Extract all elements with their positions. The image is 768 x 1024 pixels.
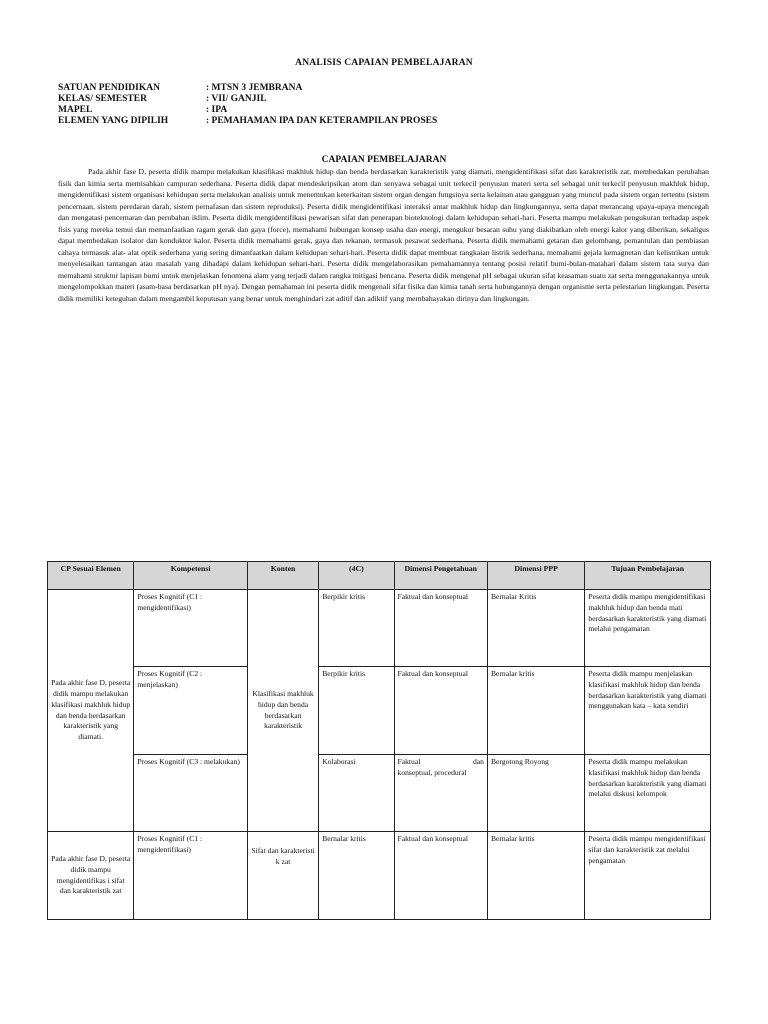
- dimensi-ppp-cell: Bergotong Royong: [487, 755, 584, 832]
- meta-value: : IPA: [206, 105, 228, 115]
- table-row: [48, 590, 711, 667]
- meta-value: : VII/ GANJIL: [206, 94, 267, 104]
- meta-value: : PEMAHAMAN IPA DAN KETERAMPILAN PROSES: [206, 116, 438, 126]
- dimensi-ppp-cell: Bernalar Kritis: [487, 590, 584, 667]
- header-cp: CP Sesuai Elemen: [48, 562, 134, 590]
- fourc-cell: Berpikir kritis: [319, 590, 394, 667]
- meta-key: SATUAN PENDIDIKAN: [58, 83, 160, 93]
- meta-key: ELEMEN YANG DIPILIH: [58, 116, 169, 126]
- dimensi-pengetahuan-cell: Faktual dan konseptual: [394, 667, 487, 755]
- dimensi-pengetahuan-cell: Faktual dan konseptual: [394, 832, 487, 920]
- fourc-cell: Bernalar kritis: [319, 832, 394, 920]
- kompetensi-cell: Proses Kognitif (C1 : mengidentifikasi): [134, 832, 248, 920]
- document-title: ANALISIS CAPAIAN PEMBELAJARAN: [295, 58, 473, 68]
- meta-key: MAPEL: [58, 105, 93, 115]
- tujuan-cell: Peserta didik mampu mengidentifikasi sifat dan karakteristik zat melalui pengamatan: [585, 832, 711, 920]
- cp-analysis-table: [47, 561, 711, 920]
- dimensi-ppp-cell: Bernalar kritis: [487, 832, 584, 920]
- dimensi-pengetahuan-cell: [394, 755, 487, 832]
- document-meta: [58, 83, 437, 127]
- meta-value: : MTSN 3 JEMBRANA: [206, 83, 303, 93]
- header-dimensi-pengetahuan: Dimensi Pengetahuan: [394, 562, 487, 590]
- dimensi-pengetahuan-cell: Faktual dan konseptual: [394, 590, 487, 667]
- header-konten: Konten: [247, 562, 318, 590]
- table-row: [48, 755, 711, 832]
- table-header-row: [48, 562, 711, 590]
- cp-paragraph: Pada akhir fase D, peserta didik mampu melakukan klasifikasi makhluk hidup dan benda berdasarkan karakteristik yang diamati, mengidentifikasi sifat dan karakteristik zat, membedakan perubahan fisik dan kimia serta memisahkan campuran sederhana. Peserta didik dapat mendeskripsikan atom dan senyawa sebagai unit terkecil penyusun materi serta sel sebagai unit terkecil penyusun makhluk hidup, mengidentifikasi sistem organisasi kehidupan serta melakukan analisis untuk menemukan keterkaitan sistem organ dengan fungsinya serta kelainan atau gangguan yang muncul pada sistem organ tertentu (sistem pencernaan, sistem peredaran darah, sistem pernafasan dan sistem reproduksi). Peserta didik mengidentifikasi interaksi antar makhluk hidup dan lingkungannya, serta dapat merancang upaya-upaya mencegah dan mengatasi pencemaran dan perubahan iklim. Peserta didik mengidentifikasi pewarisan sifat dan penerapan bioteknologi dalam kehidupan sehari-hari. Peserta mampu melakukan pengukuran terhadap aspek fisis yang mereka temui dan memanfaatkan ragam gerak dan gaya (force), memahami hubungan konsep usaha dan energi, mengukur besaran suhu yang diakibatkan oleh energi kalor yang diberikan, sekaligus dapat membedakan isolator dan konduktor kalor. Peserta didik memahami gerak, gaya dan tekanan, termasuk pesawat sederhana. Peserta didik memahami getaran dan gelombang, pemantulan dan pembiasan cahaya termasuk alat- alat optik sederhana yang sering dimanfaatkan dalam kehidupan sehari-hari. Peserta didik dapat membuat rangkaian listrik sederhana, memahami gejala kemagnetan dan kelistrikan untuk menyelesaikan tantangan atau masalah yang dihadapi dalam kehidupan sehari-hari. Peserta didik mengelaborasikan pemahamannya tentang posisi relatif bumi-bulan-matahari dalam sistem tata surya dan memahami struktur lapisan bumi untuk menjelaskan fenomena alam yang terjadi dalam rangka mitigasi bencana. Peserta didik mengenal pH sebagai ukuran sifat keasaman suatu zat serta menggunakannya untuk mengelompokkan materi (asam-basa berdasarkan pH nya). Dengan pemahaman ini peserta didik mengenali sifat fisika dan kimia tanah serta hubungannya dengan organisme serta pelestarian lingkungan. Peserta didik memiliki keteguhan dalam mengambil keputusan yang benar untuk menghindari zat aditif dan adiktif yang membahayakan dirinya dan lingkungan.: [58, 167, 709, 303]
- meta-row-kelas: [58, 94, 437, 105]
- fourc-cell: Berpikir kritis: [319, 667, 394, 755]
- konten-cell: Sifat dan karakteristi k zat: [247, 832, 318, 920]
- header-kompetensi: Kompetensi: [134, 562, 248, 590]
- dimensi-word: Faktual: [397, 757, 421, 766]
- dimensi-rest: konseptual, procedural: [397, 767, 467, 777]
- table-row: [48, 667, 711, 755]
- header-4c: (4C): [319, 562, 394, 590]
- cp-cell: Pada akhir fase D, peserta didik mampu melakukan klasifikasi makhluk hidup dan benda berdasarkan karakteristik yang diamati.: [48, 590, 134, 832]
- kompetensi-cell: Proses Kognitif (C3 : melakukan): [134, 755, 248, 832]
- tujuan-cell: Peserta didik mampu menjelaskan klasifikasi makhluk hidup dan benda berdasarkan karakteristik yang diamati menggunakan kata – kata sendiri: [585, 667, 711, 755]
- table-row: [48, 832, 711, 920]
- meta-row-mapel: [58, 105, 437, 116]
- cp-heading: CAPAIAN PEMBELAJARAN: [321, 155, 447, 165]
- header-tujuan: Tujuan Pembelajaran: [585, 562, 711, 590]
- meta-row-satuan: [58, 83, 437, 94]
- konten-cell: Klasifikasi makhluk hidup dan benda berdasarkan karakteristik: [247, 590, 318, 832]
- dimensi-first-line: [398, 757, 484, 768]
- cp-cell: Pada akhir fase D, peserta didik mampu mengidentifikas i sifat dan karakteristik zat: [48, 832, 134, 920]
- dimensi-ppp-cell: Bernalar kritis: [487, 667, 584, 755]
- header-dimensi-ppp: Dimensi PPP: [487, 562, 584, 590]
- meta-row-elemen: [58, 116, 437, 127]
- dimensi-word: dan: [472, 757, 484, 766]
- fourc-cell: Kolaborasi: [319, 755, 394, 832]
- kompetensi-cell: Proses Kognitif (C1 : mengidentifikasi): [134, 590, 248, 667]
- tujuan-cell: Peserta didik mampu melakukan klasifikasi makhluk hidup dan benda berdasarkan karakteristik yang diamati melalui diskusi kelompok: [585, 755, 711, 832]
- kompetensi-cell: Proses Kognitif (C2 : menjelaskan): [134, 667, 248, 755]
- meta-key: KELAS/ SEMESTER: [58, 94, 147, 104]
- tujuan-cell: Peserta didik mampu mengidentifikasi makhluk hidup dan benda mati berdasarkan karakteristik yang diamati melalui pengamatan: [585, 590, 711, 667]
